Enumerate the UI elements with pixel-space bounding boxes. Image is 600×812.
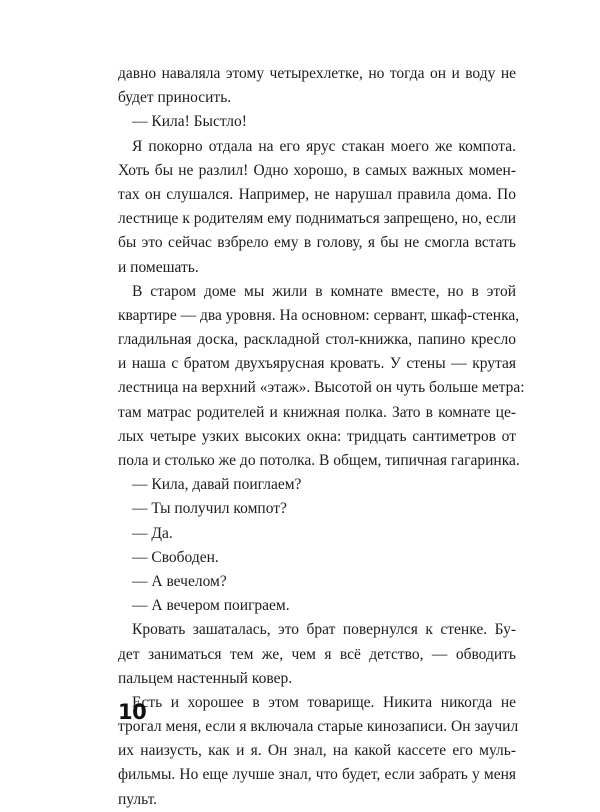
text-line: лых четыре узких высоких окна: тридцать сантиметров от [118,427,516,445]
text-line: — А вечером поиграем. [132,597,290,615]
text-line: и помешать. [118,258,199,276]
text-line: Я покорно отдала на его ярус стакан моего же компота. [132,137,516,155]
text-line: пола и столько же до потолка. В общем, типичная гагаринка. [118,452,520,469]
text-line: лестнице к родителям ему подниматься запрещено, но, если [118,210,516,228]
page-number: 10 [118,700,147,724]
text-line: — Свободен. [132,548,219,566]
text-line: их наизусть, как и я. Он знал, на какой кассете его муль- [118,742,516,760]
text-line: — Кила, давай поиглаем? [132,476,302,494]
text-line: и наша с братом двухъярусная кровать. У стены — крутая [118,355,516,373]
text-line: пальцем настенный ковер. [118,669,293,687]
text-line: Кровать зашаталась, это брат повернулся к стенке. Бу- [132,621,516,639]
page-body-text [118,62,525,812]
text-line: бы это сейчас взбрело ему в голову, я бы не смогла встать [118,234,516,252]
text-line: тах он слушался. Например, не нарушал правила дома. По [118,185,516,203]
text-line: трогал меня, если я включала старые кинозаписи. Он заучил [118,718,519,736]
text-line: там матрас родителей и книжная полка. Зато в комнате це- [118,403,516,421]
text-line: квартире — два уровня. На основном: сервант, шкаф-стенка, [118,306,520,324]
text-line: фильмы. Но еще лучше знал, что будет, если забрать у меня [118,766,516,784]
text-line: пульт. [118,790,158,808]
text-line: — Да. [132,524,173,542]
text-line: будет приносить. [118,89,232,107]
text-line: Есть и хорошее в этом товарище. Никита никогда не [132,693,516,711]
text-line: лестница на верхний «этаж». Высотой он чуть больше метра: [118,379,525,397]
text-line: — Кила! Быстло! [132,113,247,131]
text-line: В старом доме мы жили в комнате вместе, но в этой [132,282,516,300]
text-line: давно наваляла этому четырехлетке, но тогда он и воду не [118,65,516,82]
text-line: — А вечелом? [132,572,227,590]
text-line: гладильная доска, раскладной стол-книжка, папино кресло [118,331,516,349]
text-line: дет заниматься тем же, чем я всё детство, — обводить [118,645,516,663]
text-line: — Ты получил компот? [132,500,287,518]
text-line: Хоть бы не разлил! Одно хорошо, в самых важных момен- [118,161,516,179]
